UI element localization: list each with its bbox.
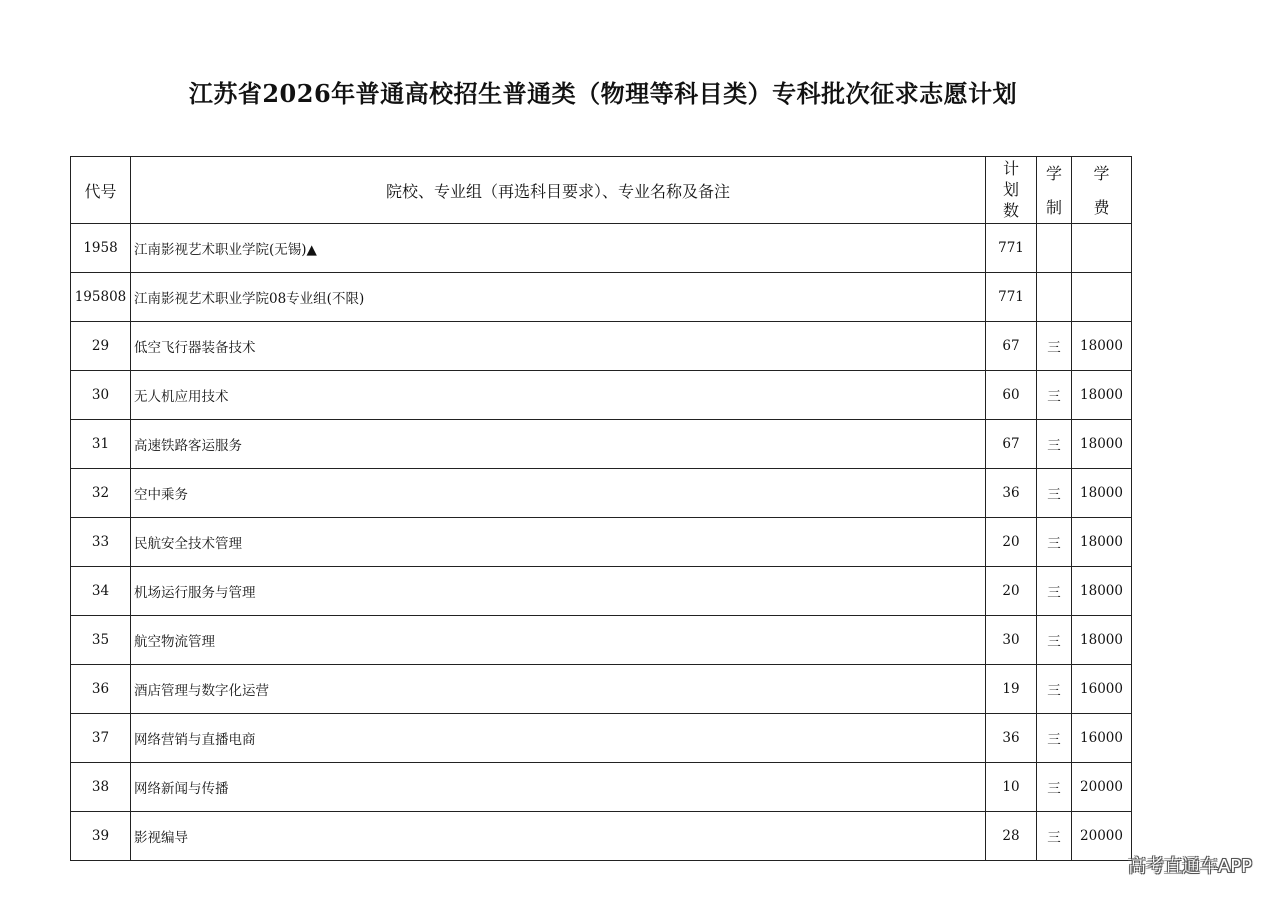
- row-name: 江南影视艺术职业学院(无锡)▲: [131, 224, 986, 273]
- row-code: 36: [71, 665, 131, 714]
- row-code: 37: [71, 714, 131, 763]
- row-years: 三: [1037, 469, 1072, 518]
- enrollment-plan-table: [70, 156, 1132, 861]
- header-fee: [1072, 157, 1132, 224]
- row-name: 网络营销与直播电商: [131, 714, 986, 763]
- row-plan: 28: [986, 812, 1037, 861]
- row-code: 195808: [71, 273, 131, 322]
- row-years: 三: [1037, 665, 1072, 714]
- header-plan-char-2: 划: [1002, 179, 1019, 199]
- row-plan: 10: [986, 763, 1037, 812]
- row-code: 39: [71, 812, 131, 861]
- row-code: 33: [71, 518, 131, 567]
- row-code: 35: [71, 616, 131, 665]
- row-fee: 18000: [1072, 420, 1132, 469]
- row-fee: 20000: [1072, 763, 1132, 812]
- table-row: [71, 714, 1132, 763]
- row-years: [1037, 224, 1072, 273]
- row-code: 30: [71, 371, 131, 420]
- row-plan: 20: [986, 567, 1037, 616]
- row-plan: 67: [986, 420, 1037, 469]
- table-row: [71, 567, 1132, 616]
- header-plan: [986, 157, 1037, 224]
- row-years: 三: [1037, 812, 1072, 861]
- table-row: [71, 616, 1132, 665]
- row-name: 酒店管理与数字化运营: [131, 665, 986, 714]
- row-name: 网络新闻与传播: [131, 763, 986, 812]
- row-years: 三: [1037, 714, 1072, 763]
- row-fee: 18000: [1072, 567, 1132, 616]
- row-fee: [1072, 273, 1132, 322]
- table-row: [71, 518, 1132, 567]
- row-years: 三: [1037, 763, 1072, 812]
- table-row: [71, 371, 1132, 420]
- row-name: 航空物流管理: [131, 616, 986, 665]
- row-fee: 18000: [1072, 322, 1132, 371]
- row-plan: 771: [986, 224, 1037, 273]
- row-years: 三: [1037, 322, 1072, 371]
- table-row: [71, 273, 1132, 322]
- row-code: 31: [71, 420, 131, 469]
- row-years: 三: [1037, 371, 1072, 420]
- row-fee: 18000: [1072, 371, 1132, 420]
- table-header-row: [71, 157, 1132, 224]
- row-fee: 18000: [1072, 469, 1132, 518]
- row-plan: 20: [986, 518, 1037, 567]
- row-fee: 20000: [1072, 812, 1132, 861]
- header-plan-char-3: 数: [1002, 200, 1019, 220]
- table-row: [71, 322, 1132, 371]
- watermark-text: 高考直通车APP: [1127, 856, 1252, 877]
- header-fee-char-2: 费: [1093, 197, 1110, 217]
- row-years: 三: [1037, 420, 1072, 469]
- row-code: 38: [71, 763, 131, 812]
- row-name: 空中乘务: [131, 469, 986, 518]
- header-code: 代号: [71, 157, 131, 224]
- table-row: [71, 812, 1132, 861]
- table-row: [71, 665, 1132, 714]
- row-years: 三: [1037, 518, 1072, 567]
- table-row: [71, 224, 1132, 273]
- row-plan: 36: [986, 469, 1037, 518]
- row-code: 34: [71, 567, 131, 616]
- row-plan: 67: [986, 322, 1037, 371]
- row-fee: [1072, 224, 1132, 273]
- header-years-char-2: 制: [1045, 197, 1062, 217]
- table-body: [71, 224, 1132, 861]
- row-code: 29: [71, 322, 131, 371]
- row-name: 江南影视艺术职业学院08专业组(不限): [131, 273, 986, 322]
- row-fee: 18000: [1072, 616, 1132, 665]
- row-fee: 16000: [1072, 665, 1132, 714]
- row-plan: 771: [986, 273, 1037, 322]
- header-years-char-1: 学: [1045, 164, 1062, 183]
- row-name: 机场运行服务与管理: [131, 567, 986, 616]
- row-fee: 18000: [1072, 518, 1132, 567]
- row-name: 民航安全技术管理: [131, 518, 986, 567]
- table-row: [71, 763, 1132, 812]
- header-fee-char-1: 学: [1093, 164, 1110, 183]
- row-plan: 60: [986, 371, 1037, 420]
- row-name: 低空飞行器装备技术: [131, 322, 986, 371]
- header-name: 院校、专业组（再选科目要求）、专业名称及备注: [131, 157, 986, 224]
- row-plan: 19: [986, 665, 1037, 714]
- row-name: 影视编导: [131, 812, 986, 861]
- row-plan: 36: [986, 714, 1037, 763]
- document-title: 江苏省2026年普通高校招生普通类（物理等科目类）专科批次征求志愿计划: [188, 79, 1018, 108]
- row-fee: 16000: [1072, 714, 1132, 763]
- row-code: 1958: [71, 224, 131, 273]
- row-code: 32: [71, 469, 131, 518]
- row-name: 无人机应用技术: [131, 371, 986, 420]
- row-years: 三: [1037, 616, 1072, 665]
- row-years: [1037, 273, 1072, 322]
- row-years: 三: [1037, 567, 1072, 616]
- row-plan: 30: [986, 616, 1037, 665]
- row-name: 高速铁路客运服务: [131, 420, 986, 469]
- table-row: [71, 469, 1132, 518]
- table-row: [71, 420, 1132, 469]
- header-plan-char-1: 计: [1002, 159, 1019, 178]
- header-years: [1037, 157, 1072, 224]
